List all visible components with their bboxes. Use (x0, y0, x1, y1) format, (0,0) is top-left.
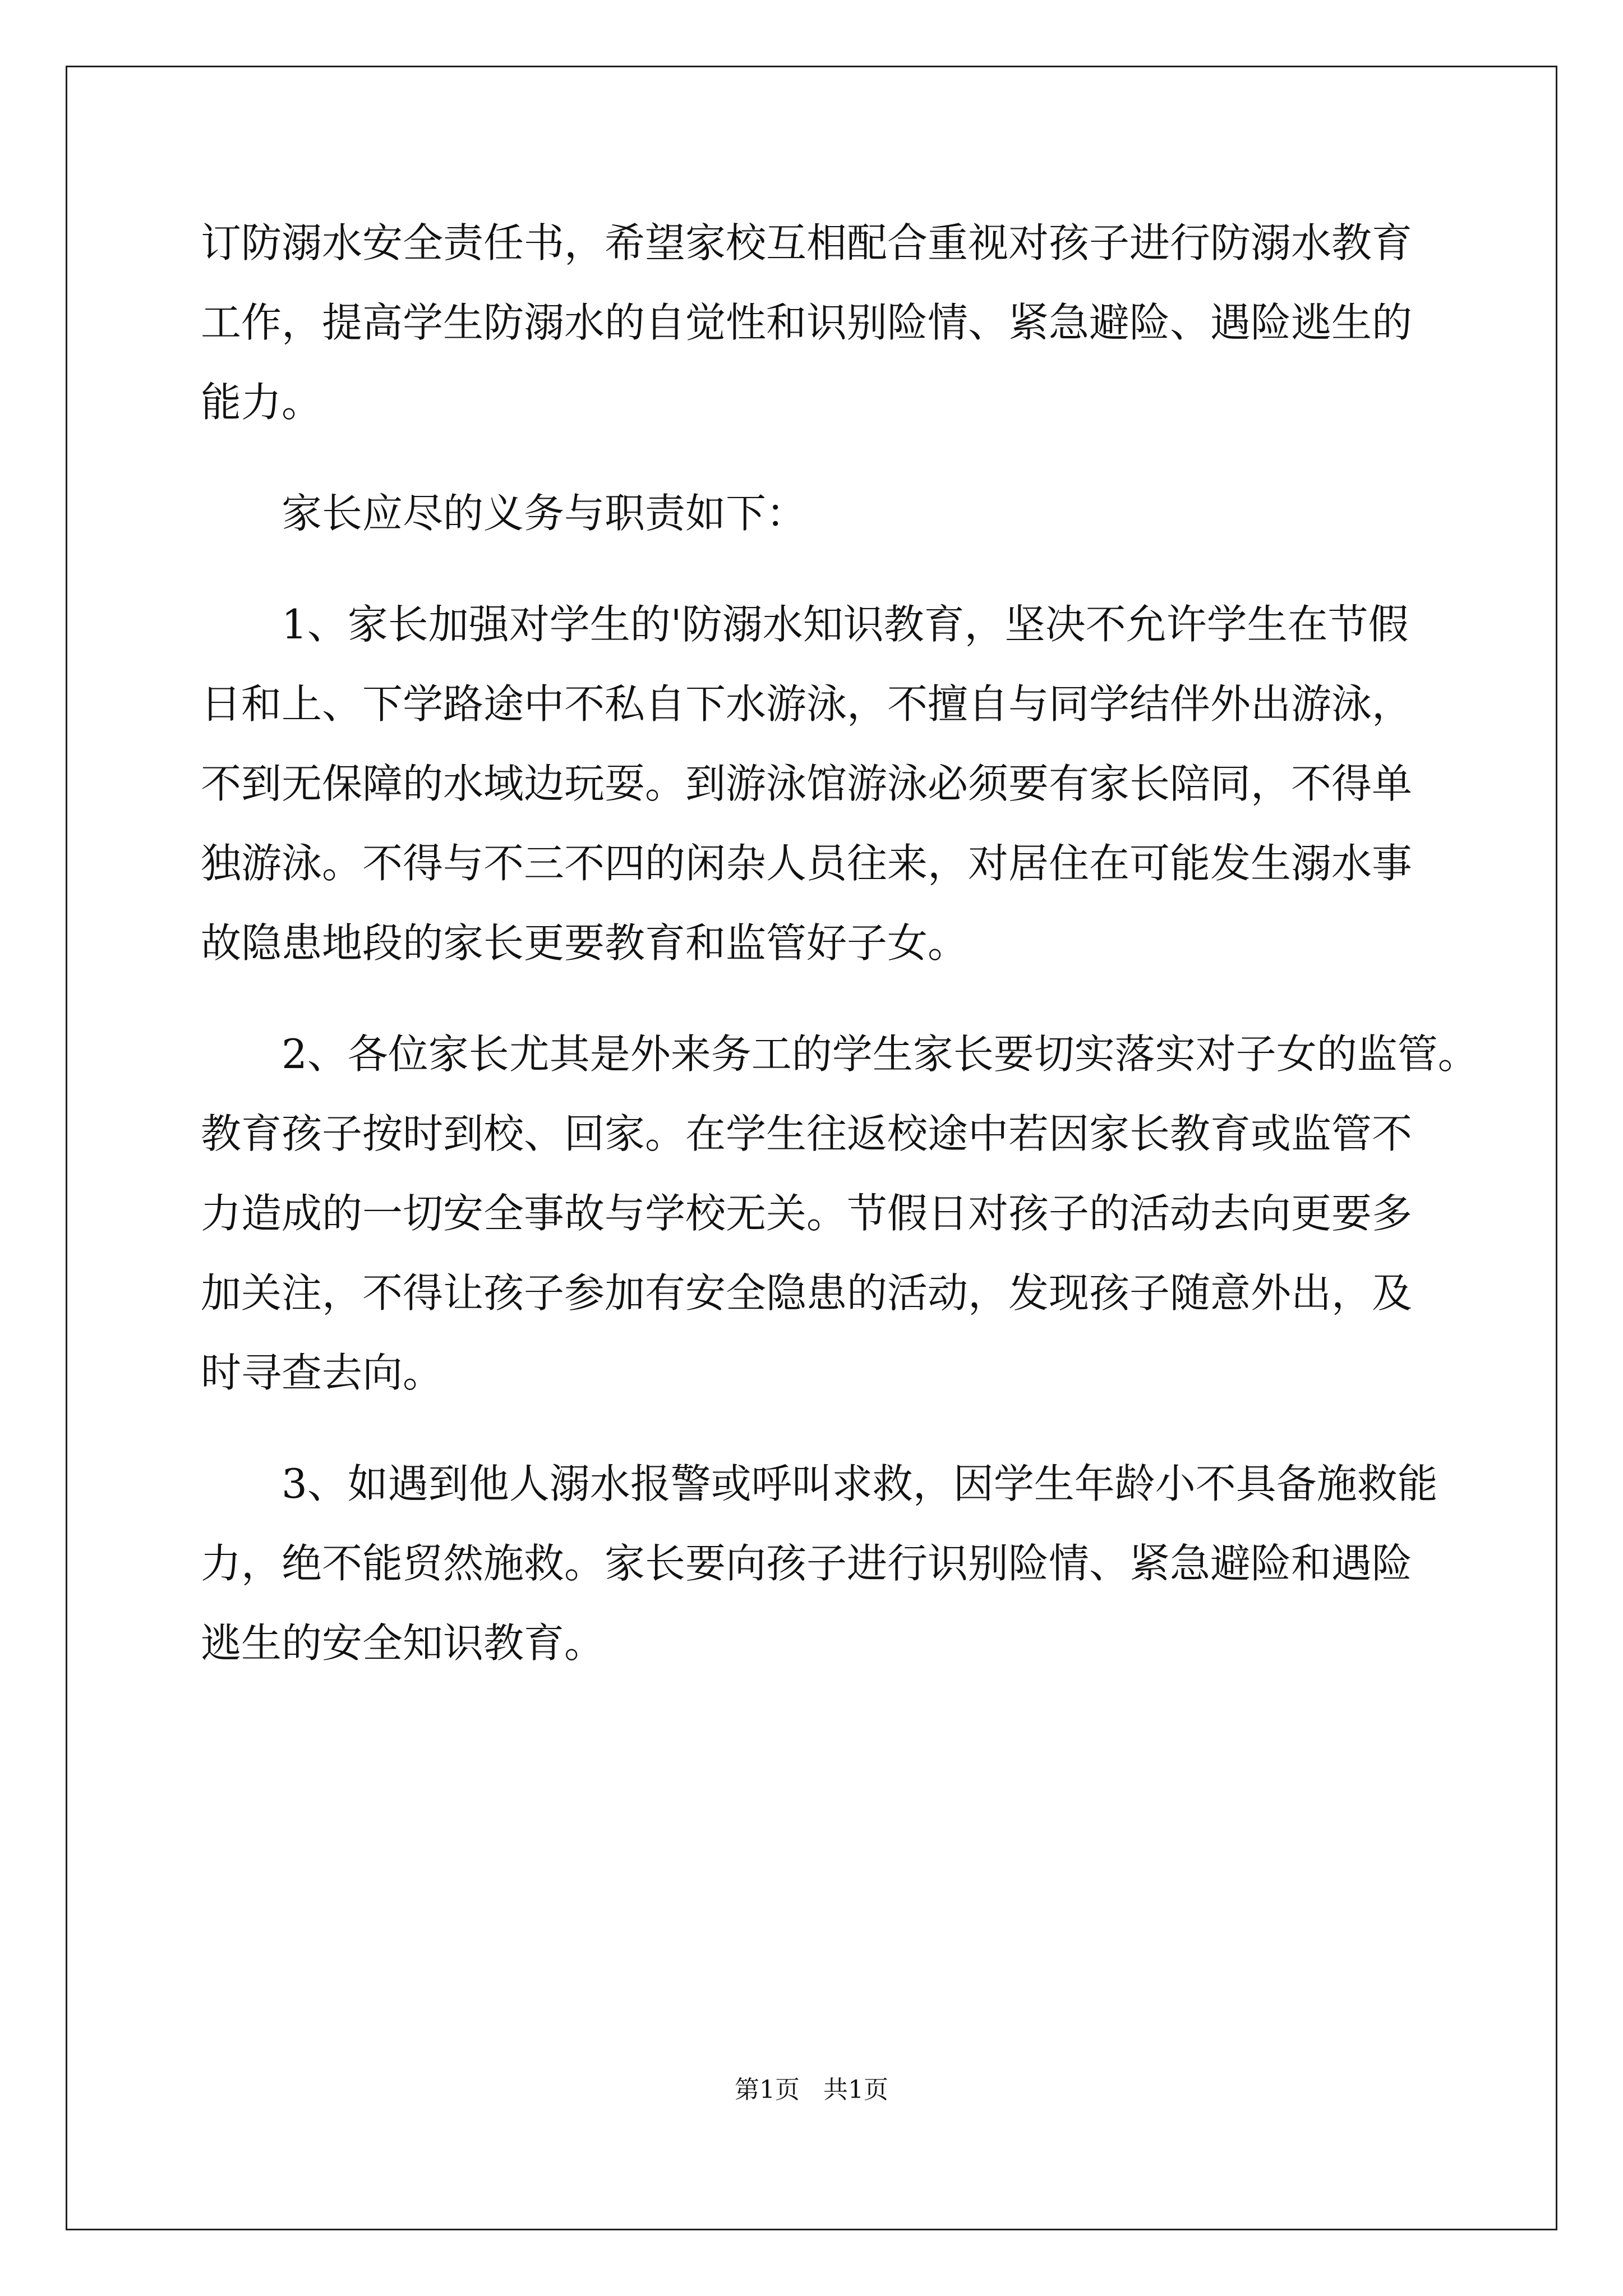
paragraph-duties-heading (201, 473, 1423, 553)
text-line: 时寻查去向。 (201, 1349, 444, 1396)
text-line: 独游泳。不得与不三不四的闲杂人员往来，对居住在可能发生溺水事 (201, 840, 1413, 887)
text-line: 加关注，不得让孩子参加有安全隐患的活动，发现孩子随意外出，及 (201, 1269, 1413, 1317)
paragraph-intro (201, 203, 1423, 442)
text-line: 3、如遇到他人溺水报警或呼叫求救，因学生年龄小不具备施救能 (282, 1460, 1438, 1507)
text-line: 力，绝不能贸然施救。家长要向孩子进行识别险情、紧急避险和遇险 (201, 1540, 1413, 1587)
document-body (201, 203, 1478, 1714)
paragraph-item-2 (201, 1014, 1478, 1412)
text-line: 故隐患地段的家长更要教育和监管好子女。 (201, 919, 969, 967)
text-line: 工作，提高学生防溺水的自觉性和识别险情、紧急避险、遇险逃生的 (201, 299, 1413, 346)
text-line: 逃生的安全知识教育。 (201, 1619, 605, 1667)
text-line: 家长应尽的义务与职责如下： (282, 490, 807, 537)
text-line: 教育孩子按时到校、回家。在学生往返校途中若因家长教育或监管不 (201, 1110, 1413, 1157)
page-footer (0, 2073, 1623, 2107)
page-number-total: 共1页 (823, 2076, 888, 2104)
text-line: 不到无保障的水域边玩耍。到游泳馆游泳必须要有家长陪同，不得单 (201, 760, 1413, 807)
text-line: 2、各位家长尤其是外来务工的学生家长要切实落实对子女的监管。 (282, 1030, 1478, 1078)
text-line: 1、家长加强对学生的'防溺水知识教育，坚决不允许学生在节假 (282, 601, 1409, 648)
text-line: 能力。 (201, 379, 322, 426)
paragraph-item-1 (201, 585, 1423, 983)
text-line: 日和上、下学路途中不私自下水游泳，不擅自与同学结伴外出游泳， (201, 680, 1413, 728)
text-line: 订防溺水安全责任书，希望家校互相配合重视对孩子进行防溺水教育 (201, 219, 1413, 266)
paragraph-item-3 (201, 1444, 1438, 1683)
page-number-current: 第1页 (735, 2076, 800, 2104)
text-line: 力造成的一切安全事故与学校无关。节假日对孩子的活动去向更要多 (201, 1190, 1413, 1237)
